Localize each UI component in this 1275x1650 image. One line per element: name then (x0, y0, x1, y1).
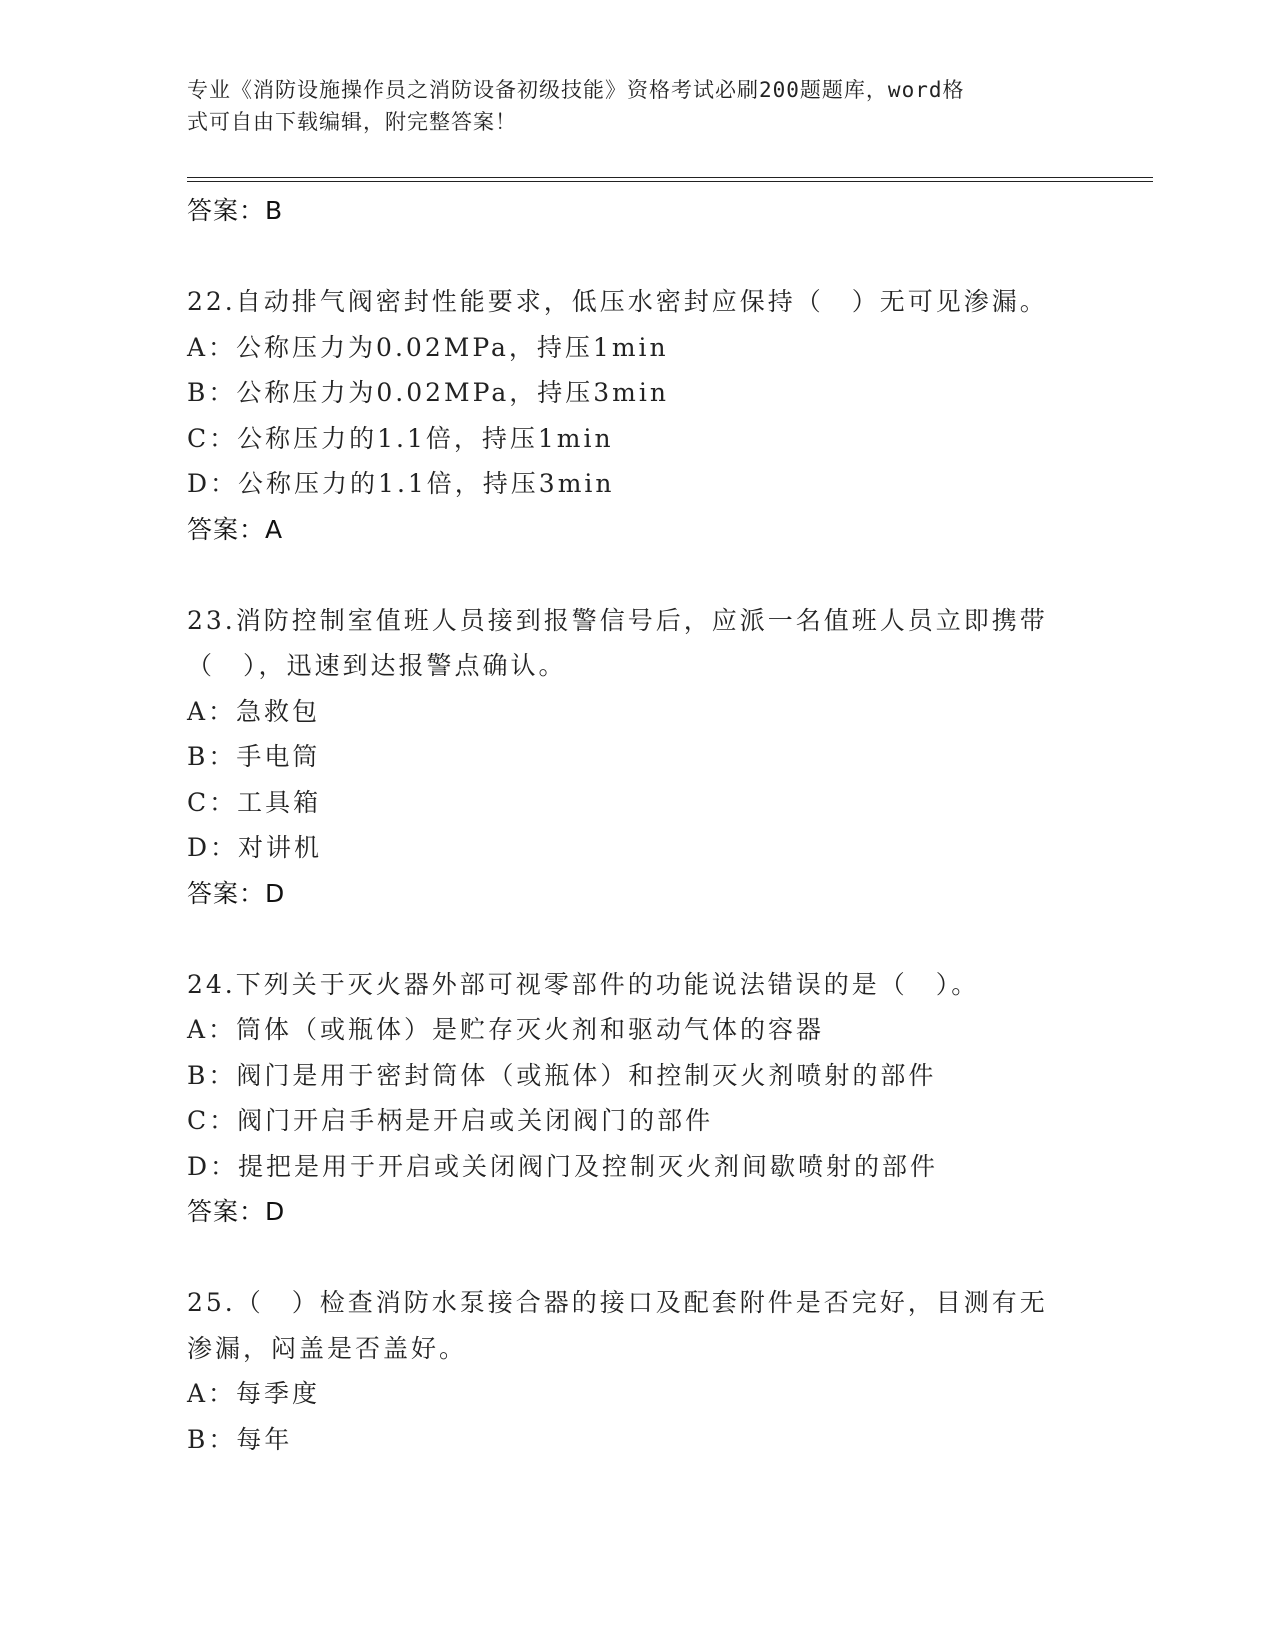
question-stem-continued: 渗漏，闷盖是否盖好。 (187, 1333, 468, 1363)
option-d: D：对讲机 (187, 833, 323, 862)
answer-label: 答案：B (187, 196, 284, 225)
option-b: B：公称压力为0.02MPa，持压3min (187, 378, 669, 407)
spacer (187, 234, 1087, 280)
spacer (187, 916, 1087, 962)
question-24 (187, 962, 1087, 1235)
option-c: C：阀门开启手柄是开启或关闭阀门的部件 (187, 1106, 714, 1135)
question-stem-continued: （ ），迅速到达报警点确认。 (187, 651, 567, 680)
question-stem: 25.（ ）检查消防水泵接合器的接口及配套附件是否完好，目测有无 (187, 1288, 1048, 1317)
option-c: C：工具箱 (187, 787, 322, 817)
answer-label: 答案：D (187, 1197, 286, 1226)
question-stem: 23.消防控制室值班人员接到报警信号后，应派一名值班人员立即携带 (187, 605, 1048, 635)
option-a: A：筒体（或瓶体）是贮存灭火剂和驱动气体的容器 (187, 1015, 825, 1044)
header-line-2: 式可自由下载编辑，附完整答案！ (187, 110, 517, 134)
question-23 (187, 598, 1087, 917)
header-divider (187, 177, 1153, 182)
option-b: B：每年 (187, 1424, 293, 1454)
option-b: B：阀门是用于密封筒体（或瓶体）和控制灭火剂喷射的部件 (187, 1060, 937, 1090)
option-b: B：手电筒 (187, 742, 321, 771)
option-d: D：公称压力的1.1倍，持压3min (187, 469, 615, 498)
option-c: C：公称压力的1.1倍，持压1min (187, 423, 614, 453)
header-line-1: 专业《消防设施操作员之消防设备初级技能》资格考试必刷200题题库，word格 (187, 78, 965, 102)
answer-label: 答案：D (187, 878, 286, 908)
option-d: D：提把是用于开启或关闭阀门及控制灭火剂间歇喷射的部件 (187, 1151, 939, 1181)
question-25 (187, 1280, 1087, 1462)
question-22 (187, 279, 1087, 552)
option-a: A：急救包 (187, 696, 321, 726)
spacer (187, 552, 1087, 598)
question-stem: 22.自动排气阀密封性能要求，低压水密封应保持（ ）无可见渗漏。 (187, 287, 1048, 316)
document-header (187, 74, 1067, 138)
question-stem: 24.下列关于灭火器外部可视零部件的功能说法错误的是（ ）。 (187, 969, 980, 999)
option-a: A：每季度 (187, 1379, 321, 1408)
spacer (187, 1235, 1087, 1281)
option-a: A：公称压力为0.02MPa，持压1min (187, 332, 669, 362)
answer-label: 答案：A (187, 514, 284, 544)
question-list (187, 188, 1087, 1462)
